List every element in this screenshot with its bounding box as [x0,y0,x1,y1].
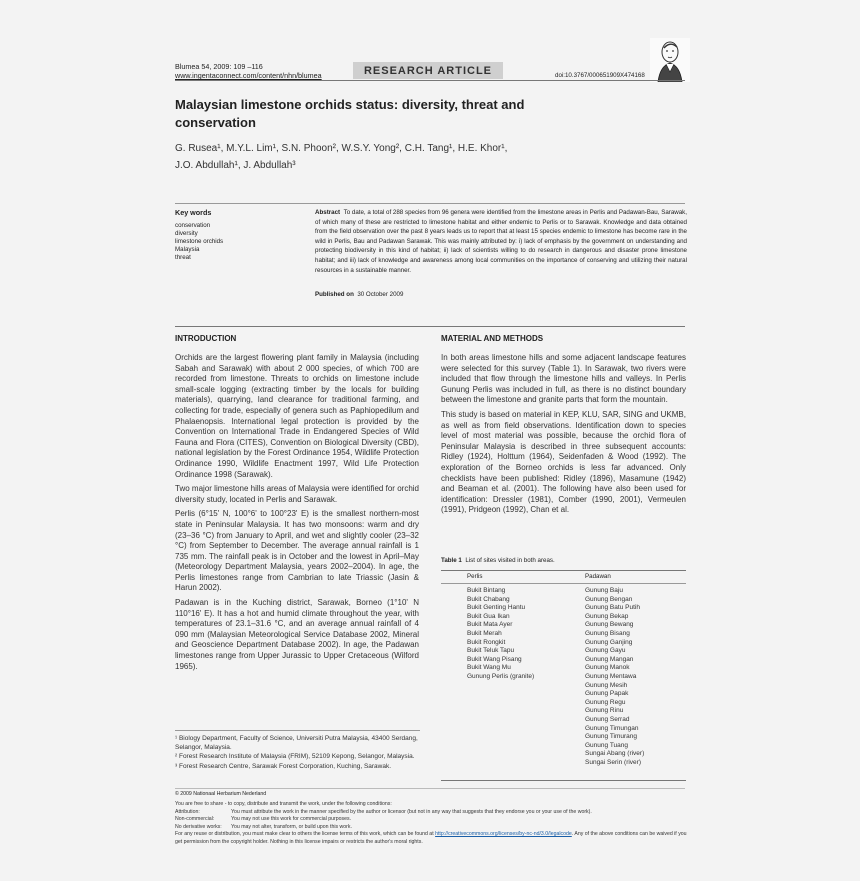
section-rule [175,326,685,327]
table-header-perlis: Perlis [467,573,483,580]
footnote-rule [175,730,420,731]
condition-key: No derivative works: [175,823,222,830]
condition-key: Attribution: [175,808,200,815]
footnote-item: ³ Forest Research Centre, Sarawak Forest Corporation, Kuching, Sarawak. [175,762,392,770]
table-column-padawan [585,587,644,767]
table-row-padawan: Sungai Abang (river) [585,750,645,758]
license-intro: You are free to share - to copy, distribute and transmit the work, under the following conditions: [175,801,392,807]
copyright-line: © 2009 Nationaal Herbarium Nederland [175,791,267,797]
condition-value: You must attribute the work in the manner specified by the author or licensor (but not in any way that suggests that they endorse you or your use of the work). [231,808,592,815]
keyword-item: limestone orchids [175,238,224,245]
intro-paragraph: Orchids are the largest flowering plant family in Malaysia (including Sabah and Sarawak) with about 2 000 species, of which 700 are recorded from limestone. Threats to orchids on limestone include small-scale logging (extracting timber by the locals for building materials), quarrying, land clearance for traditional farming, and collecting for trade, especially of genera such as Paphiopedilum and Phalaenopsis. International legal protection is provided by the Convention on International Trade in Endangered Species of Wild Fauna and Flora (CITES), Convention on Biological Diversity (CBD), national legislation by the Forest Ordinance 1954, Wildlife Protection Ordinance 1990, Wildlife Enactment 1997, Wild Life Protection Ordinance 1998 (Sarawak). [175,353,419,479]
table-header-rule [441,583,686,584]
table-row-padawan: Gunung Regu [585,698,626,706]
license-url-link[interactable]: http://creativecommons.org/licenses/by-nc-nd/3.0/legalcode [435,831,572,837]
table-row-padawan: Gunung Mentawa [585,672,637,680]
table-row-perlis: Bukit Wang Mu [467,664,511,672]
methods-paragraph: In both areas limestone hills and some adjacent landscape features were selected for this survey (Table 1). In Sarawak, two rivers were included that flow through the limestone hills and valleys. In Perlis Gunung Perlis was included in full, as there is no distinct boundary between the limestone and granite parts that form the mountain. [441,353,686,405]
methods-column [441,353,686,520]
license-condition [175,809,690,817]
keyword-item: diversity [175,230,198,237]
table-row-padawan: Gunung Bekap [585,612,629,620]
table-column-perlis [467,587,534,682]
keyword-item: conservation [175,222,211,229]
table-row-padawan: Gunung Mesih [585,681,628,689]
table-row-padawan: Gunung Serrad [585,715,630,723]
footnote-item: ² Forest Research Institute of Malaysia (FRIM), 52109 Kepong, Selangor, Malaysia. [175,753,415,761]
table-caption [441,557,555,565]
table-row-padawan: Gunung Bengan [585,595,633,603]
keyword-item: threat [175,254,191,261]
table-header-padawan: Padawan [585,573,611,580]
abstract-text: To date, a total of 288 species from 96 genera were identified from the limestone areas in Perlis and Padawan-Bau, Sarawak, of which many of these are restricted to limestone habitat and either endemic to Perlis or to Sarawak. Knowledge and data obtained from the field observation over the past 8 years leads us to report that at least 15 species endemic to limestone has become rare in the wild in Perlis, Bau and Padawan Sarawak. This was mainly attributed by: i) lack of emphasis by the government on understanding and protecting biodiversity in this kind of habitat; ii) lack of scientists willing to do research in dangerous and disaster prone limestone habitat; and iii) lack of knowledge and awareness among local communities on the importance of conserving and utilizing their natural resources in a sustainable manner. [315,209,687,274]
condition-key: Non-commercial: [175,816,215,822]
condition-value: You may not alter, transform, or build upon this work. [231,823,352,830]
reuse-text: For any reuse or distribution, you must make clear to others the license terms of this work, which can be found at [175,831,434,837]
introduction-column [175,353,419,676]
published-line [315,291,403,299]
license-condition [175,816,690,824]
table-row-padawan: Gunung Timungan [585,724,639,732]
table-row-padawan: Gunung Ganjing [585,638,633,646]
authors-line-1: G. Rusea¹, M.Y.L. Lim¹, S.N. Phoon², W.S.Y. Yong², C.H. Tang¹, H.E. Khor¹, [175,143,508,154]
abstract-label: Abstract [315,209,341,216]
keywords-rule [175,203,685,204]
table-row-padawan: Gunung Mangan [585,655,634,663]
condition-value: You may not use this work for commercial purposes. [231,816,352,822]
license-rule [175,788,685,789]
intro-paragraph: Padawan is in the Kuching district, Sarawak, Borneo (1°10' N 110°16' E). It has a hot and humid climate throughout the year, with temperatures of 23.1–31.6 °C, and an average annual rainfall of 4 090 mm (Malaysian Meteorological Service Database 2002, Mineral and Geoscience Department Database 2002). In age, the Padawan limestones range from Upper Jurassic to Upper Cretaceous (Wilford 1965). [175,598,419,671]
keyword-item: Malaysia [175,246,200,253]
table-bottom-rule [441,780,686,781]
intro-paragraph: Perlis (6°15' N, 100°6' to 100°23' E) is the smallest northern-most state in Peninsular Malaysia. It has two monsoons: warm and dry (23–36 °C) from January to April, and wet and slightly cooler (23–32 °C) from September to December. The average annual rainfall is 1 735 mm. The rainfall peak is in October and the lowest in April–May (Meteorology Department Malaysia, years 2002–2004). In age, the Perlis limestones range from Cambrian to late Triassic (Jasin & Harun 2002). [175,509,419,593]
table-row-perlis: Bukit Bintang [467,587,506,594]
table-row-padawan: Gunung Rinu [585,707,624,715]
abstract-block [315,208,687,275]
table-row-perlis: Bukit Mata Ayer [467,621,513,629]
table-row-padawan: Gunung Papak [585,690,629,698]
keywords-list [175,222,223,262]
table-row-perlis: Bukit Teluk Tapu [467,647,515,655]
author-list [175,140,625,174]
table-row-perlis: Bukit Gua Ikan [467,612,510,620]
table-row-padawan: Gunung Bisang [585,629,630,637]
footnotes [175,735,420,772]
table-top-rule [441,570,686,571]
methods-paragraph: This study is based on material in KEP, KLU, SAR, SING and UKMB, as well as from field observations. Identification down to species level of most material was possible, because the orchid flora of Peninsular Malaysia is described in three subsequent accounts: Ridley (1924), Holttum (1964), Seidenfaden & Wood (1992). The exploration of the Borneo orchids is less far advanced. Only checklists have been published: Ridley (1896), Masamune (1942) and Beaman et al. (2001). The following have also been used for identification: Dressler (1981), Comber (1990, 2001), Vermeulen (1991), Pridgeon (1992), Chan et al. [441,409,686,515]
journal-url-link[interactable]: www.ingentaconnect.com/content/nhn/blumea [175,71,322,80]
table-row-padawan: Sungai Serin (river) [585,758,641,766]
license-condition [175,824,690,832]
table-row-perlis: Bukit Chabang [467,595,510,603]
table-row-perlis: Bukit Merah [467,629,502,637]
table-row-padawan: Gunung Bewang [585,621,634,629]
footnote-item: ¹ Biology Department, Faculty of Science, Universiti Putra Malaysia, 43400 Serdang, Selangor, Malaysia. [175,735,418,751]
license-reuse [175,831,690,846]
table-row-padawan: Gunung Manok [585,664,630,672]
portrait-logo-icon [650,38,690,82]
table-row-padawan: Gunung Batu Putih [585,604,640,612]
methods-heading: MATERIAL AND METHODS [441,334,544,343]
header-rule [175,80,685,81]
table-caption-label: Table 1 [441,557,462,564]
reuse-text-end: . Any of the above conditions can be waived if you get permission from the copyright holder. Nothing in this license impairs or restricts the author's moral rights. [175,831,687,845]
table-caption-text: List of sites visited in both areas. [465,557,555,564]
table-row-padawan: Gunung Gayu [585,647,626,655]
published-label: Published on [315,291,354,298]
authors-line-2: J.O. Abdullah¹, J. Abdullah³ [175,160,296,171]
table-row-perlis: Bukit Genting Hantu [467,604,526,612]
table-row-perlis: Bukit Wang Pisang [467,655,522,663]
license-block [175,801,690,846]
keywords-heading: Key words [175,208,212,217]
table-row-perlis: Gunung Perlis (granite) [467,672,535,680]
table-row-padawan: Gunung Tuang [585,741,629,749]
research-article-badge: RESEARCH ARTICLE [353,62,503,79]
intro-paragraph: Two major limestone hills areas of Malaysia were identified for orchid diversity study, located in Perlis and Sarawak. [175,484,419,504]
journal-citation: Blumea 54, 2009: 109 –116 [175,62,263,71]
table-row-perlis: Bukit Rongkit [467,638,506,646]
published-date: 30 October 2009 [357,291,404,298]
introduction-heading: INTRODUCTION [175,334,237,343]
article-title: Malaysian limestone orchids status: diversity, threat and conservation [175,97,525,130]
table-row-padawan: Gunung Baju [585,587,623,594]
doi-text: doi:10.3767/000651909X474168 [555,72,645,79]
table-row-padawan: Gunung Timurang [585,733,638,741]
